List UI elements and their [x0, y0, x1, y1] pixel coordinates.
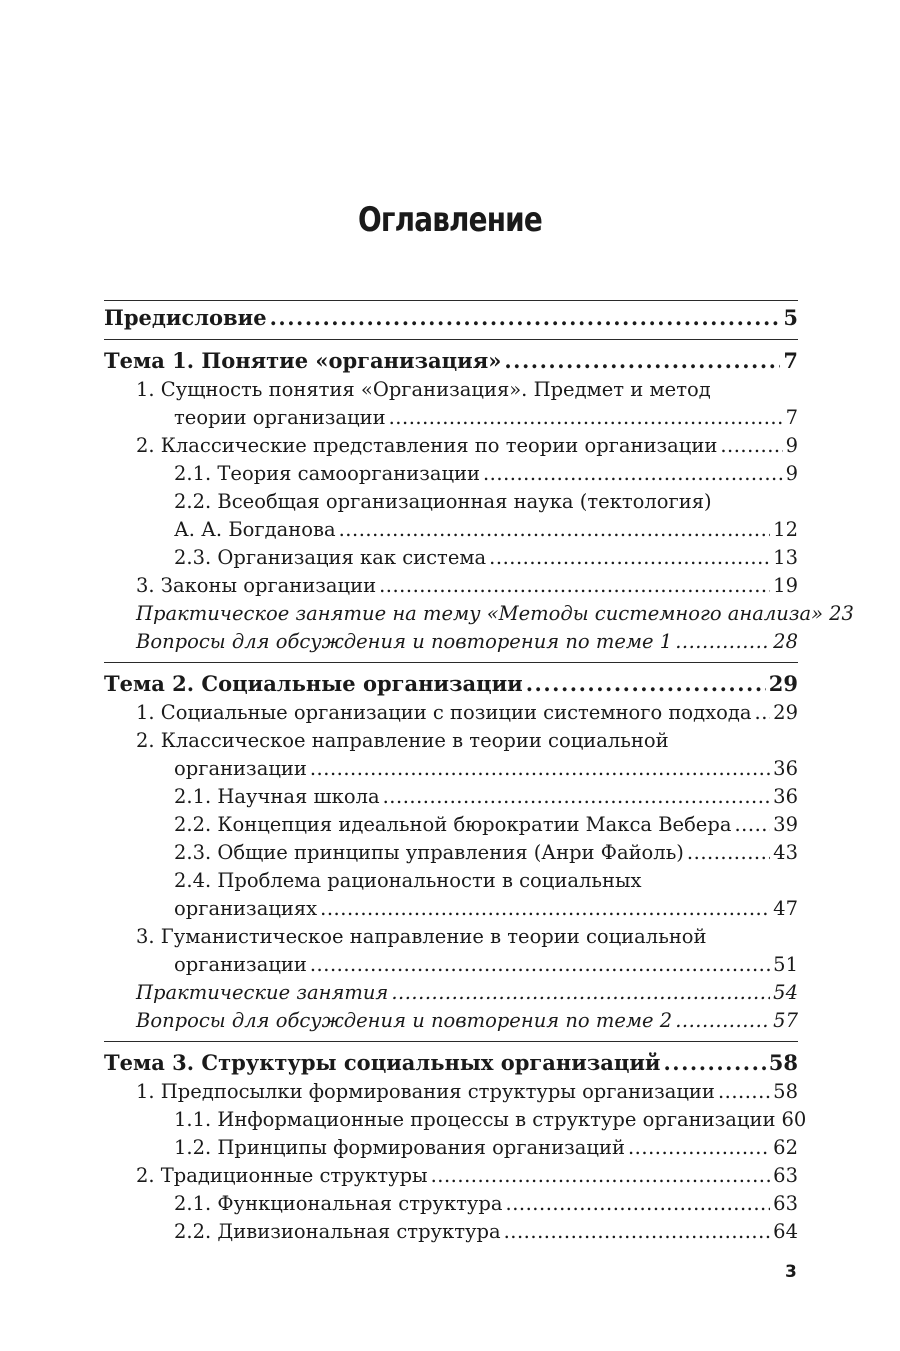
- toc-entry-title: 2.1. Научная школа: [174, 785, 380, 808]
- toc-entry-title: 1. Предпосылки формирования структуры организации: [136, 1080, 715, 1103]
- toc-entry-title: 2.2. Дивизиональная структура: [174, 1220, 501, 1243]
- toc-chapter[interactable]: [104, 1048, 798, 1078]
- toc-chapter[interactable]: [104, 303, 798, 333]
- toc-page-number: 13: [773, 546, 798, 569]
- dot-leader: [389, 404, 783, 432]
- toc-page-number: 51: [773, 953, 798, 976]
- toc-entry[interactable]: [104, 699, 798, 727]
- toc-entry[interactable]: [104, 951, 798, 979]
- toc-page-number: 12: [773, 518, 798, 541]
- toc-chapter[interactable]: [104, 669, 798, 699]
- toc-entry-title: 2. Традиционные структуры: [136, 1164, 428, 1187]
- dot-leader: [664, 1048, 766, 1078]
- toc-entry-title: 2.2. Концепция идеальной бюрократии Макса Вебера: [174, 813, 732, 836]
- toc-page-number: 54: [773, 981, 798, 1004]
- toc-entry[interactable]: [104, 544, 798, 572]
- dot-leader: [675, 1007, 770, 1035]
- toc-page-number: 64: [773, 1220, 798, 1243]
- toc-page-number: 19: [773, 574, 798, 597]
- dot-leader: [431, 1162, 771, 1190]
- dot-leader: [526, 669, 766, 699]
- toc-page-number: 29: [773, 701, 798, 724]
- dot-leader: [320, 895, 770, 923]
- toc-entry-title: Тема 3. Структуры социальных организаций: [104, 1050, 661, 1075]
- toc-entry[interactable]: [104, 376, 798, 404]
- dot-leader: [687, 839, 770, 867]
- table-of-contents: [104, 300, 854, 1246]
- dot-leader: [675, 628, 770, 656]
- toc-entry-title: Тема 1. Понятие «организация»: [104, 348, 502, 373]
- toc-entry-title: теории организации: [174, 406, 386, 429]
- toc-page-number: 58: [773, 1080, 798, 1103]
- dot-leader: [379, 572, 770, 600]
- toc-page-number: 39: [773, 813, 798, 836]
- toc-entry[interactable]: [104, 783, 798, 811]
- dot-leader: [504, 1218, 771, 1246]
- toc-entry[interactable]: [104, 1078, 798, 1106]
- toc-entry[interactable]: [104, 839, 798, 867]
- toc-entry-title: А. А. Богданова: [174, 518, 336, 541]
- toc-page-number: 60: [781, 1108, 807, 1131]
- toc-entry[interactable]: [104, 895, 798, 923]
- toc-entry-title: 2. Классическое направление в теории социальной: [136, 729, 669, 752]
- toc-entry-title: 2.3. Общие принципы управления (Анри Файоль): [174, 841, 684, 864]
- dot-leader: [310, 755, 770, 783]
- divider: [104, 1041, 798, 1042]
- toc-entry-title: 2.1. Теория самоорганизации: [174, 462, 480, 485]
- toc-page-number: 63: [773, 1192, 798, 1215]
- toc-page-number: 36: [773, 757, 798, 780]
- dot-leader: [506, 1190, 771, 1218]
- toc-entry[interactable]: [104, 867, 798, 895]
- dot-leader: [504, 346, 780, 376]
- toc-entry-title: 2.2. Всеобщая организационная наука (тектология): [174, 490, 712, 513]
- toc-entry[interactable]: [104, 1190, 798, 1218]
- toc-page-number: 36: [773, 785, 798, 808]
- toc-page-number: 9: [785, 462, 798, 485]
- divider: [104, 339, 798, 340]
- toc-entry-title: 2.4. Проблема рациональности в социальных: [174, 869, 642, 892]
- toc-entry[interactable]: [104, 1162, 798, 1190]
- toc-entry[interactable]: [104, 1134, 798, 1162]
- toc-page-number: 47: [773, 897, 798, 920]
- toc-entry[interactable]: [104, 628, 798, 656]
- toc-entry[interactable]: [104, 1106, 807, 1134]
- toc-page-number: 9: [785, 434, 798, 457]
- toc-page-number: 62: [773, 1136, 798, 1159]
- divider: [104, 300, 798, 301]
- toc-entry[interactable]: [104, 488, 798, 516]
- toc-page-number: 29: [768, 671, 798, 696]
- toc-entry-title: организации: [174, 953, 307, 976]
- toc-entry-title: 2.1. Функциональная структура: [174, 1192, 503, 1215]
- page-number: 3: [785, 1262, 797, 1282]
- toc-entry[interactable]: [104, 600, 854, 628]
- toc-entry-title: 3. Гуманистическое направление в теории социальной: [136, 925, 707, 948]
- dot-leader: [718, 1078, 770, 1106]
- dot-leader: [383, 783, 771, 811]
- dot-leader: [734, 811, 770, 839]
- toc-page-number: 5: [783, 305, 798, 330]
- dot-leader: [310, 951, 770, 979]
- toc-page-number: 57: [773, 1009, 798, 1032]
- toc-entry[interactable]: [104, 1007, 798, 1035]
- dot-leader: [339, 516, 771, 544]
- toc-page-number: 23: [829, 602, 854, 625]
- toc-entry-title: Практические занятия: [136, 981, 389, 1004]
- toc-entry-title: Практическое занятие на тему «Методы системного анализа»: [136, 602, 824, 625]
- toc-entry[interactable]: [104, 1218, 798, 1246]
- toc-entry-title: 1. Социальные организации с позиции системного подхода: [136, 701, 752, 724]
- dot-leader: [270, 303, 781, 333]
- toc-page-number: 7: [783, 348, 798, 373]
- toc-page-number: 28: [773, 630, 798, 653]
- page-title: Оглавление: [358, 200, 542, 240]
- toc-entry[interactable]: [104, 516, 798, 544]
- toc-entry[interactable]: [104, 460, 798, 488]
- toc-entry[interactable]: [104, 572, 798, 600]
- toc-entry-title: 3. Законы организации: [136, 574, 377, 597]
- toc-page-number: 58: [768, 1050, 798, 1075]
- toc-entry-title: 2.3. Организация как система: [174, 546, 487, 569]
- toc-page-number: 63: [773, 1164, 798, 1187]
- dot-leader: [755, 699, 771, 727]
- divider: [104, 662, 798, 663]
- toc-entry[interactable]: [104, 755, 798, 783]
- toc-entry[interactable]: [104, 404, 798, 432]
- toc-entry[interactable]: [104, 811, 798, 839]
- toc-entry-title: 2. Классические представления по теории организации: [136, 434, 718, 457]
- toc-page-number: 7: [785, 406, 798, 429]
- dot-leader: [489, 544, 770, 572]
- toc-entry[interactable]: [104, 432, 798, 460]
- dot-leader: [483, 460, 783, 488]
- toc-entry[interactable]: [104, 979, 798, 1007]
- toc-entry-title: Тема 2. Социальные организации: [104, 671, 523, 696]
- toc-entry-title: организациях: [174, 897, 318, 920]
- toc-page-number: 43: [773, 841, 798, 864]
- dot-leader: [720, 432, 782, 460]
- toc-entry-title: Вопросы для обсуждения и повторения по теме 1: [136, 630, 673, 653]
- dot-leader: [391, 979, 770, 1007]
- toc-entry[interactable]: [104, 923, 798, 951]
- toc-entry[interactable]: [104, 727, 798, 755]
- toc-entry-title: 1.2. Принципы формирования организаций: [174, 1136, 625, 1159]
- toc-entry-title: 1. Сущность понятия «Организация». Предмет и метод: [136, 378, 711, 401]
- toc-entry-title: 1.1. Информационные процессы в структуре организации: [174, 1108, 776, 1131]
- toc-chapter[interactable]: [104, 346, 798, 376]
- toc-entry-title: Вопросы для обсуждения и повторения по теме 2: [136, 1009, 673, 1032]
- toc-entry-title: организации: [174, 757, 307, 780]
- toc-entry-title: Предисловие: [104, 305, 267, 330]
- dot-leader: [628, 1134, 770, 1162]
